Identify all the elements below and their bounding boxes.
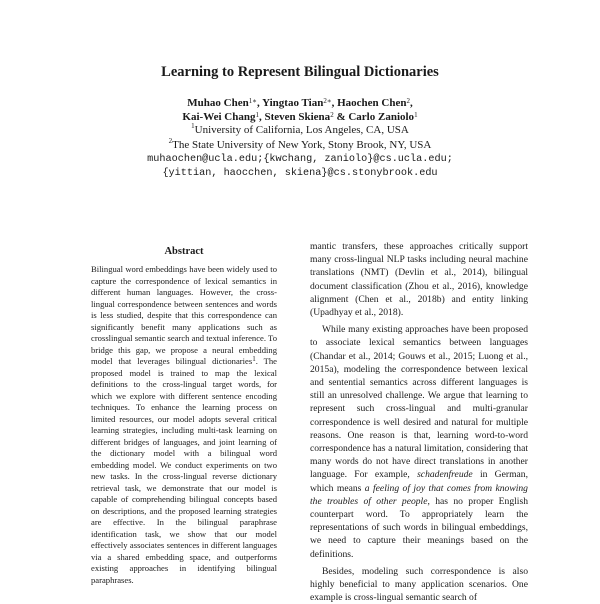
abstract-body	[91, 264, 277, 586]
intro-paragraph: Besides, modeling such correspondence is also highly beneficial to many application scenarios. One example is cross-lingual semantic search of	[310, 565, 528, 604]
abstract-heading: Abstract	[164, 246, 204, 257]
intro-paragraph	[310, 323, 528, 561]
author-list	[0, 96, 600, 124]
email-line-2: {yittian, haocchen, skiena}@cs.stonybrook.edu	[162, 168, 438, 179]
abstract-paragraph	[91, 264, 277, 586]
paper-title: Learning to Represent Bilingual Dictionaries	[161, 64, 439, 80]
affiliation-mark: 2	[168, 137, 173, 145]
email-line-1: muhaochen@ucla.edu;{kwchang, zaniolo}@cs.ucla.edu;	[147, 154, 453, 165]
intro-text: in German, which means	[310, 469, 528, 494]
intro-text: While many existing approaches have been proposed to associate lexical semantics between languages (Chandar et al., 2014; Gouws et al., 2015; Luong et al., 2015a), modeling the correspondence between lexical and sentential semantics across different languages is still an unresolved challenge. We argue that learning to represent such cross-lingual and multi-granular correspondence is well desired and natural for multiple reasons. One reason is that, learning word-to-word correspondence has a natural limitation, considering that many words do not have direct translations in another language. For example,	[310, 324, 528, 481]
author-name: Haochen Chen	[337, 97, 407, 109]
intro-emphasis: schadenfreude	[417, 469, 473, 481]
affiliation-mark: 1	[191, 122, 195, 130]
author-affil-mark: 1	[255, 111, 259, 119]
affiliation-2	[0, 139, 600, 151]
author-name: Kai-Wei Chang	[182, 111, 256, 123]
abstract-text: Bilingual word embeddings have been widely used to capture the correspondence of lexical semantics in different human languages. However, the cross-lingual correspondence between sentences and words is less studied, despite that this correspondence can significantly benefit many applications such as crosslingual semantic search and textual inference. To bridge this gap, we propose a neural embedding model that leverages bilingual dictionaries	[91, 264, 277, 366]
intro-column	[310, 240, 528, 604]
author-name: Muhao Chen	[187, 97, 249, 109]
intro-emphasis: a feeling of joy that comes from knowing the troubles of other people	[310, 482, 528, 507]
abstract-text: . The proposed model is trained to map the lexical definitions to the cross-lingual target words, for which we explore with different sentence encoding techniques. To enhance the learning process on limited resources, our model adopts several critical learning strategies, including multi-task learning on different bridges of languages, and joint learning of the dictionary model with a bilingual word embedding model. We conduct experiments on two new tasks. In the cross-lingual reverse dictionary retrieval task, we demonstrate that our model is capable of comprehending bilingual concepts based on descriptions, and the proposed learning strategies are effective. In the bilingual paraphrase identification task, we show that our model effectively associates sentences in different languages via a shared embedding space, and outperforms existing approaches in identifying bilingual paraphrases.	[91, 356, 277, 585]
author-ampersand: &	[336, 111, 346, 123]
author-affil-mark: 1∗	[248, 97, 257, 105]
intro-paragraph: mantic transfers, these approaches critically support many cross-lingual NLP tasks including neural machine translations (NMT) (Devlin et al., 2014), bilingual document classification (Zhou et al., 2016), knowledge alignment (Chen et al., 2018b) and entity linking (Upadhyay et al., 2018).	[310, 241, 528, 319]
author-name: Carlo Zaniolo	[348, 111, 415, 123]
author-affil-mark: 2∗	[323, 97, 332, 105]
author-line-2: Kai-Wei Chang$^1$, Steven Skiena$^2$ & Carlo Zaniolo$^1$	[182, 111, 418, 123]
affiliation-text: The State University of New York, Stony Brook, NY, USA	[172, 139, 432, 151]
footnote-mark: 1	[252, 355, 256, 363]
author-affil-mark: 2	[406, 97, 410, 105]
affiliation-text: University of California, Los Angeles, CA, USA	[194, 124, 409, 136]
author-name: Yingtao Tian	[262, 97, 324, 109]
author-line-1: Muhao Chen$^{1∗}$, Yingtao Tian$^{2∗}$, Haochen Chen$^2$,	[187, 97, 413, 109]
intro-text: , has no proper English counterpart word. To appropriately learn the representations of such words in bilingual embeddings, we need to capture their meanings based on the definitions.	[310, 495, 528, 560]
affiliation-1	[0, 124, 600, 136]
author-affil-mark: 1	[414, 111, 418, 119]
author-affil-mark: 2	[330, 111, 334, 119]
author-name: Steven Skiena	[264, 111, 331, 123]
